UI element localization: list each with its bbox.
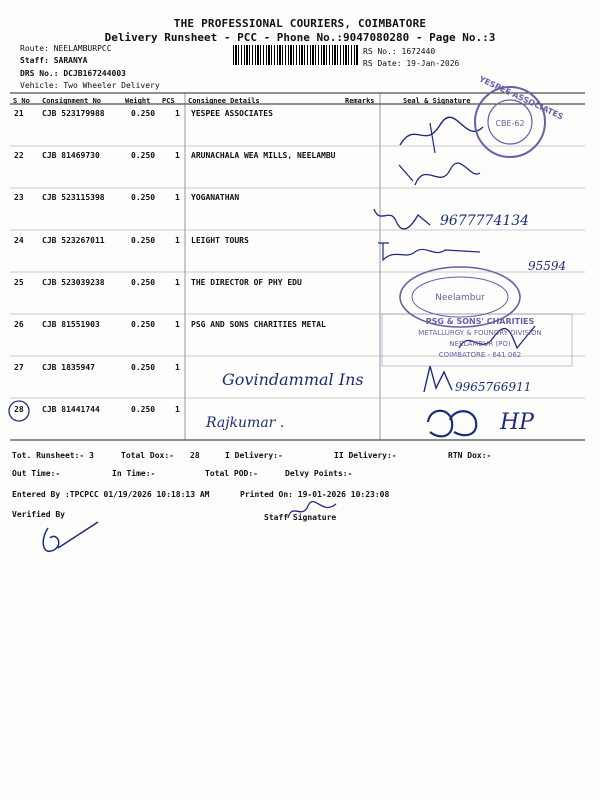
row-consignee: PSG AND SONS CHARITIES METAL xyxy=(191,320,326,329)
yespee-stamp-label: YESPEE ASSOCIATES xyxy=(477,74,565,122)
row-weight: 0.250 xyxy=(131,151,156,160)
row-consignment: CJB 81441744 xyxy=(42,405,100,414)
psg-sons-stamp xyxy=(380,312,580,372)
row-pcs: 1 xyxy=(175,193,180,202)
row-weight: 0.250 xyxy=(131,405,156,414)
row-sno: 23 xyxy=(14,193,24,202)
row-pcs: 1 xyxy=(175,278,180,287)
psg-stamp-line4: COIMBATORE - 641 062 xyxy=(438,351,522,359)
document-title: THE PROFESSIONAL COURIERS, COIMBATORE xyxy=(173,17,427,30)
document-subtitle: Delivery Runsheet - PCC - Phone No.:9047080280 - Page No.:3 xyxy=(104,31,496,44)
col-header-remarks: Remarks xyxy=(345,97,375,105)
signature-row24 xyxy=(375,238,485,264)
total-dox-label: Total Dox:- xyxy=(121,451,174,460)
psg-stamp-line2: METALLURGY & FOUNDRY DIVISION xyxy=(418,329,542,337)
col-header-weight: Weight xyxy=(125,97,151,105)
row-sno: 24 xyxy=(14,236,24,245)
row-pcs: 1 xyxy=(175,151,180,160)
row-consignee: ARUNACHALA WEA MILLS, NEELAMBU xyxy=(191,151,336,160)
handwritten-name-row28: Rajkumar . xyxy=(206,415,285,431)
rtn-dox-label: RTN Dox:- xyxy=(448,451,492,460)
printed-on: Printed On: 19-01-2026 10:23:08 xyxy=(240,490,390,499)
signature-row28 xyxy=(420,402,490,442)
row-pcs: 1 xyxy=(175,363,180,372)
row-consignee: THE DIRECTOR OF PHY EDU xyxy=(191,278,302,287)
row-consignee: YOGANATHAN xyxy=(191,193,240,202)
row-consignment: CJB 1835947 xyxy=(42,363,95,372)
yespee-stamp-code: CBE-62 xyxy=(495,119,525,128)
row-pcs: 1 xyxy=(175,109,180,118)
row-consignment: CJB 523115398 xyxy=(42,193,105,202)
total-runsheet: Tot. Runsheet:- 3 xyxy=(12,451,94,460)
neelambur-stamp-label: Neelambur xyxy=(435,293,485,303)
col-header-pcs: PCS xyxy=(162,97,175,105)
col-header-seal: Seal & Signature xyxy=(403,97,471,105)
vehicle-label: Vehicle: Two Wheeler Delivery xyxy=(20,81,160,90)
row-sno: 26 xyxy=(14,320,24,329)
handwritten-initials-row28: HP xyxy=(500,410,534,435)
row-sno: 25 xyxy=(14,278,24,287)
row-consignment: CJB 81469730 xyxy=(42,151,100,160)
ii-delivery-label: II Delivery:- xyxy=(334,451,397,460)
verified-by-label: Verified By xyxy=(12,510,65,519)
row-consignment: CJB 81551903 xyxy=(42,320,100,329)
yespee-associates-stamp xyxy=(470,74,565,162)
entered-by: Entered By :TPCPCC 01/19/2026 10:18:13 AM xyxy=(12,490,210,499)
signature-row23 xyxy=(370,203,440,231)
total-pod-label: Total POD:- xyxy=(205,469,258,478)
row-weight: 0.250 xyxy=(131,320,156,329)
row-consignee: LEIGHT TOURS xyxy=(191,236,249,245)
delvy-points-label: Delvy Points:- xyxy=(285,469,353,478)
staff-label: Staff: SARANYA xyxy=(20,56,88,65)
verified-by-signature xyxy=(38,520,108,560)
drs-label: DRS No.: DCJB167244003 xyxy=(20,69,126,78)
row-consignee: YESPEE ASSOCIATES xyxy=(191,109,273,118)
psg-stamp-line1: PSG & SONS' CHARITIES xyxy=(425,317,535,326)
row-sno: 22 xyxy=(14,151,24,160)
row-weight: 0.250 xyxy=(131,363,156,372)
row-weight: 0.250 xyxy=(131,236,156,245)
psg-stamp-line3: NEELAMBUR (PO) xyxy=(449,340,511,348)
rs-number: RS No.: 1672440 xyxy=(363,47,436,56)
row-weight: 0.250 xyxy=(131,193,156,202)
handwritten-phone-row27: 9965766911 xyxy=(455,380,532,394)
row-pcs: 1 xyxy=(175,320,180,329)
route-label: Route: NEELAMBURPCC xyxy=(20,44,112,53)
staff-signature-label: Staff Signature xyxy=(264,513,337,522)
handwritten-phone-row23: 9677774134 xyxy=(440,213,530,229)
row-pcs: 1 xyxy=(175,405,180,414)
row-weight: 0.250 xyxy=(131,109,156,118)
row-sno: 27 xyxy=(14,363,24,372)
row-consignment: CJB 523267011 xyxy=(42,236,105,245)
rs-date: RS Date: 19-Jan-2026 xyxy=(363,59,460,68)
col-header-consignee: Consignee Details xyxy=(188,97,260,105)
staff-signature-mark xyxy=(282,498,342,524)
handwritten-name-row27: Govindammal Ins xyxy=(222,370,364,389)
col-header-consignment: Consignment No xyxy=(42,97,102,105)
total-dox-value: 28 xyxy=(190,451,200,460)
row-28-circle-mark xyxy=(6,398,32,424)
row-consignment: CJB 523179988 xyxy=(42,109,105,118)
row-pcs: 1 xyxy=(175,236,180,245)
i-delivery-label: I Delivery:- xyxy=(225,451,283,460)
row-sno: 28 xyxy=(14,405,24,414)
out-time-label: Out Time:- xyxy=(12,469,61,478)
handwritten-phone-row24: 95594 xyxy=(528,259,567,273)
col-header-sno: S No xyxy=(13,97,30,105)
in-time-label: In Time:- xyxy=(112,469,156,478)
row-sno: 21 xyxy=(14,109,24,118)
row-consignment: CJB 523039238 xyxy=(42,278,105,287)
row-weight: 0.250 xyxy=(131,278,156,287)
